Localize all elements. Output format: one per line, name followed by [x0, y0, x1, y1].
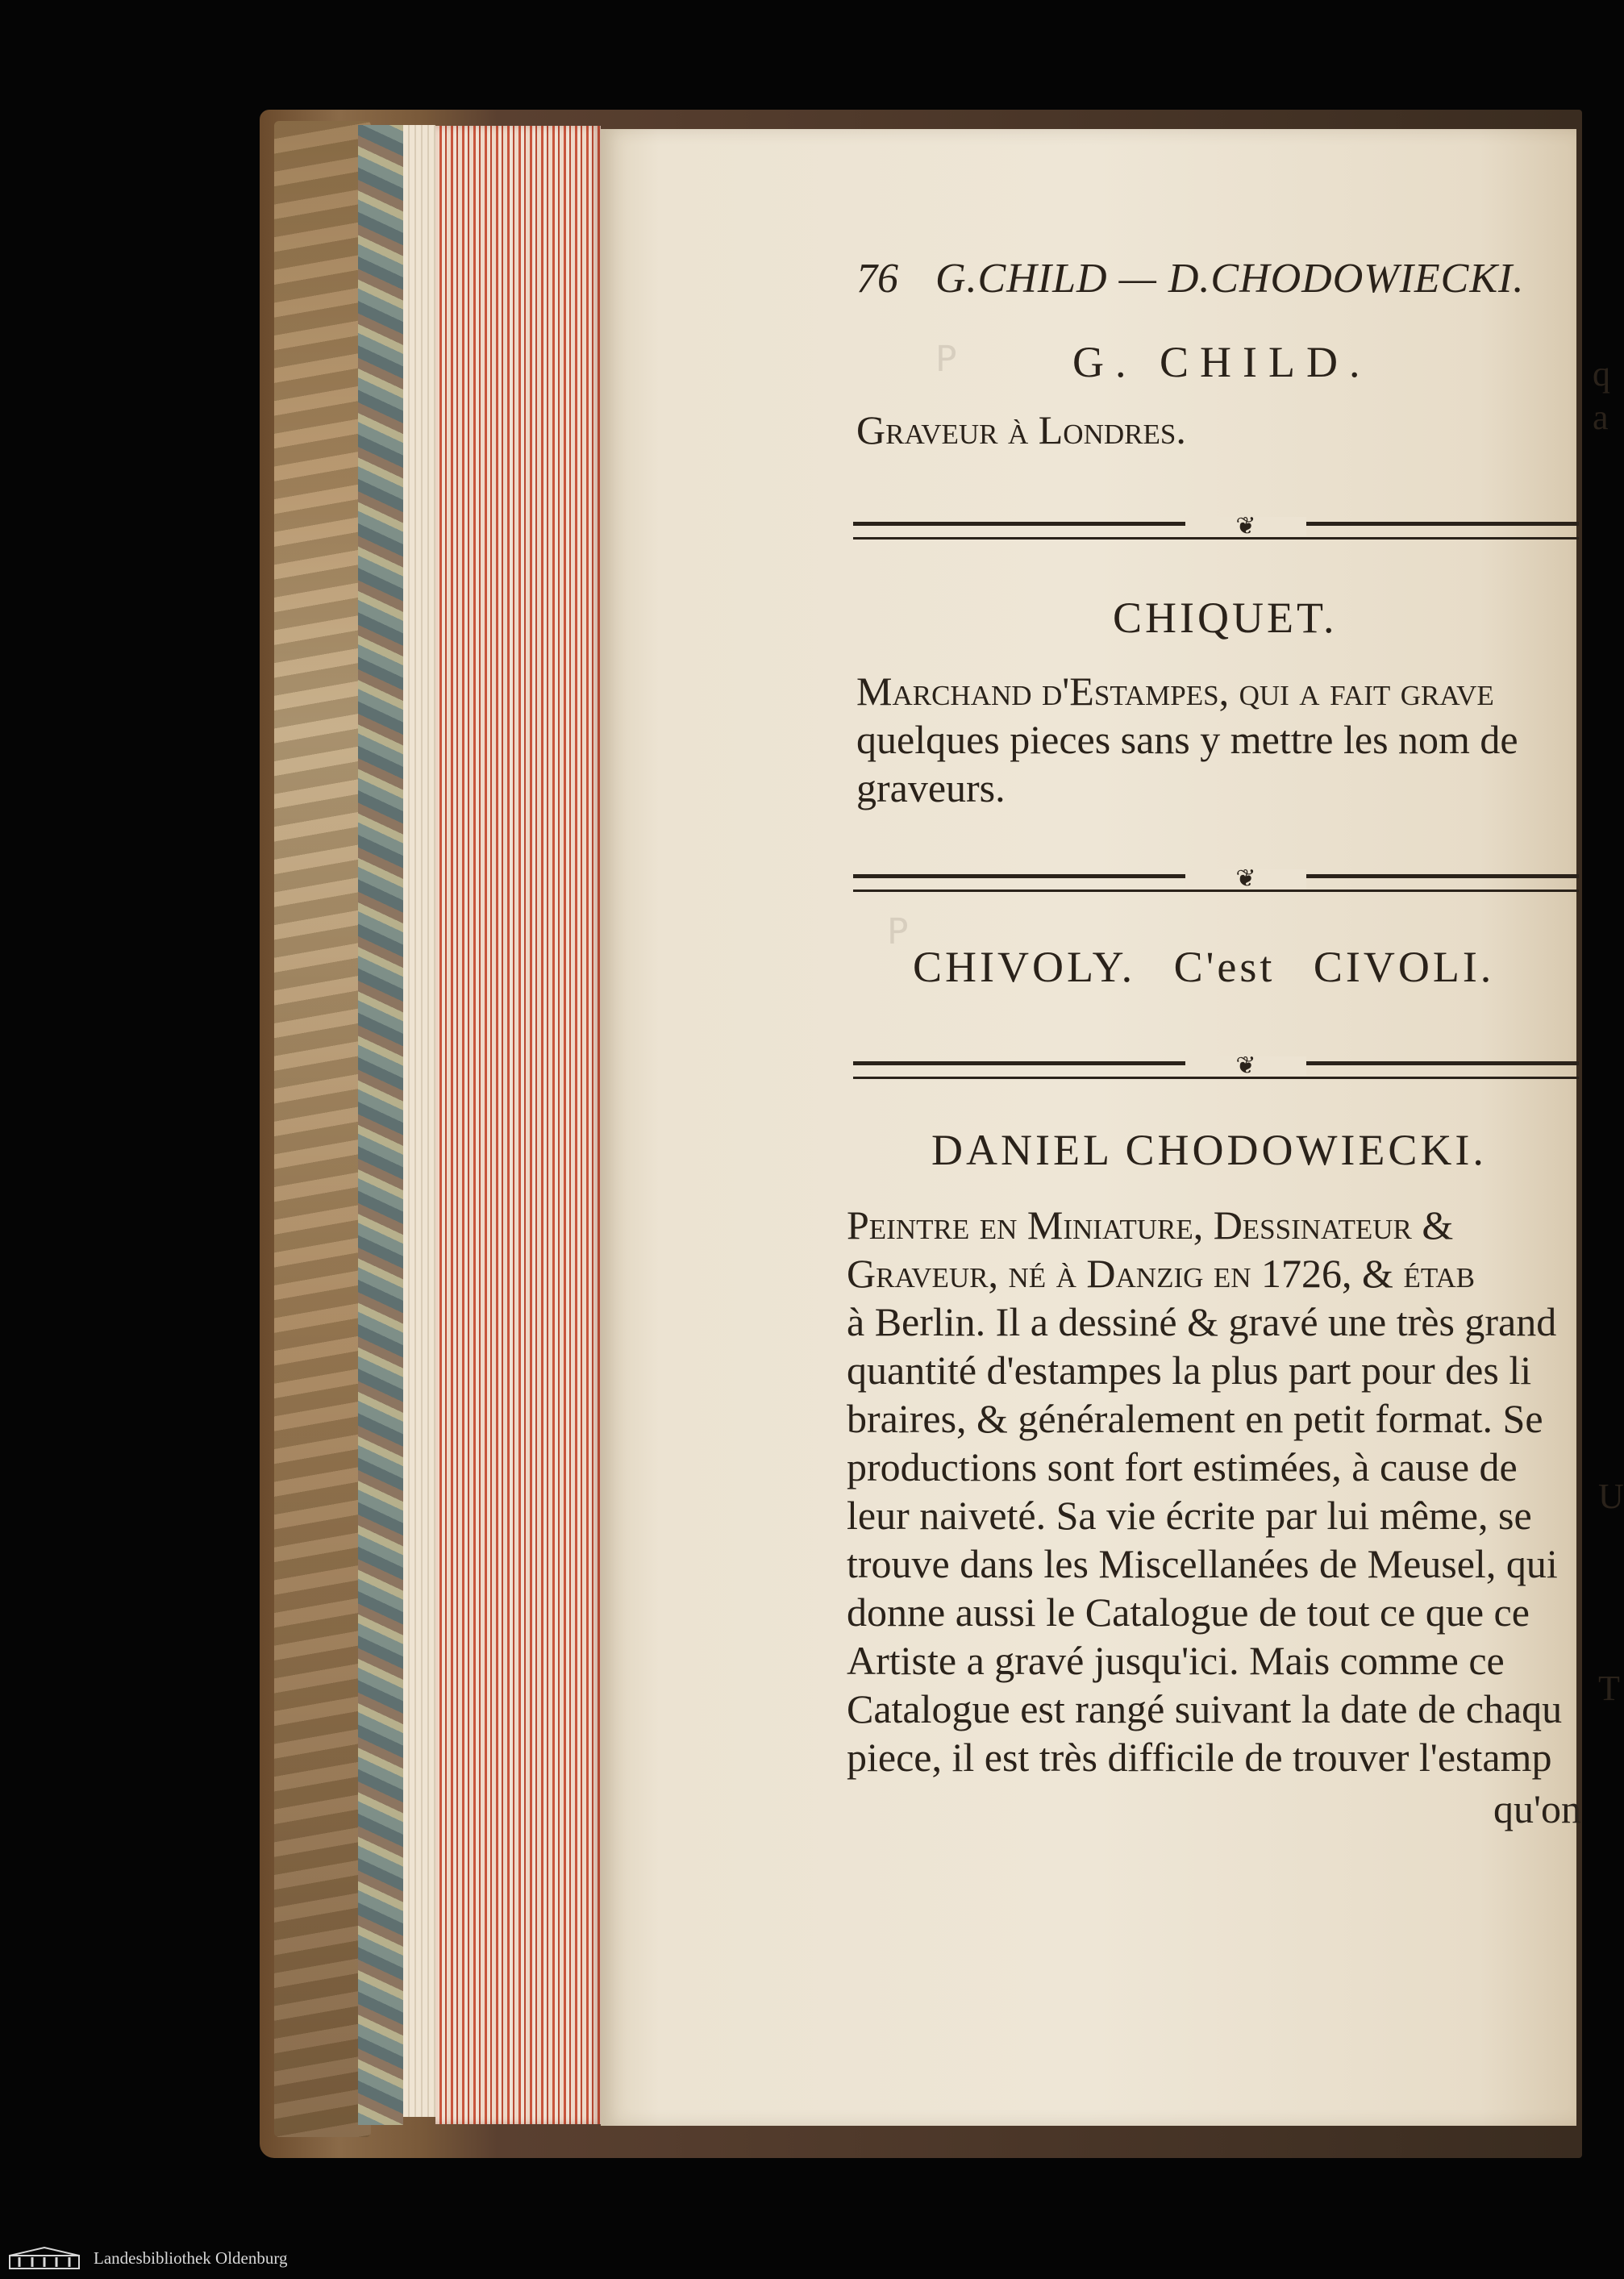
entry-heading-chivoly: CHIVOLY. C'est CIVOLI. [913, 943, 1495, 991]
entry-line: braires, & généralement en petit format. Se [847, 1396, 1543, 1441]
page-leaves [403, 125, 435, 2117]
facing-page-glyph: a [1593, 398, 1609, 437]
entry-line: leur naiveté. Sa vie écrite par lui même, se [847, 1493, 1532, 1538]
library-name: Landesbibliothek Oldenburg [94, 2248, 288, 2268]
marbled-endpaper [358, 125, 403, 2125]
red-page-edge [435, 126, 601, 2124]
page-number: 76 [856, 256, 898, 302]
entry-line: Catalogue est rangé suivant la date de chaqu [847, 1686, 1563, 1731]
entry-line: Peintre en Miniature, Dessinateur & [847, 1202, 1454, 1248]
library-building-icon [8, 2246, 81, 2270]
facing-page-glyph: T [1598, 1669, 1620, 1708]
entry-line: quelques pieces sans y mettre les nom de [856, 717, 1518, 762]
entry-heading-chodowiecki: DANIEL CHODOWIECKI. [931, 1126, 1487, 1174]
rule-ornament: ❦ [1185, 1056, 1306, 1076]
entry-line: Graveur, né à Danzig en 1726, & étab [847, 1251, 1476, 1296]
running-title: G.CHILD — D.CHODOWIECKI. [935, 256, 1525, 302]
entry-heading-child: G. CHILD. [1072, 338, 1372, 386]
entry-heading-chiquet: CHIQUET. [1113, 594, 1338, 642]
rule-ornament: ❦ [1185, 869, 1306, 889]
catchword: qu'on [1493, 1786, 1582, 1831]
entry-line: donne aussi le Catalogue de tout ce que ce [847, 1589, 1530, 1635]
show-through-2: ꟼ [887, 912, 909, 952]
entry-line: Artiste a gravé jusqu'ici. Mais comme ce [847, 1638, 1505, 1683]
facing-page-glyph: q [1593, 354, 1610, 394]
rule-ornament: ❦ [1185, 517, 1306, 536]
entry-line: graveurs. [856, 765, 1006, 810]
entry-line: piece, il est très difficile de trouver l'estamp [847, 1735, 1552, 1780]
entry-text-child: Graveur à Londres. [856, 407, 1186, 452]
leather-binding [274, 121, 371, 2137]
library-watermark [8, 2244, 288, 2272]
show-through-1: ꟼ [935, 340, 957, 379]
entry-line: productions sont fort estimées, à cause de [847, 1444, 1518, 1489]
facing-page-glyph: U [1598, 1477, 1624, 1516]
entry-line: quantité d'estampes la plus part pour des li [847, 1348, 1532, 1393]
entry-line: trouve dans les Miscellanées de Meusel, qui [847, 1541, 1558, 1586]
entry-line: à Berlin. Il a dessiné & gravé une très grand [847, 1299, 1557, 1344]
entry-line: Marchand d'Estampes, qui a fait grave [856, 669, 1494, 714]
